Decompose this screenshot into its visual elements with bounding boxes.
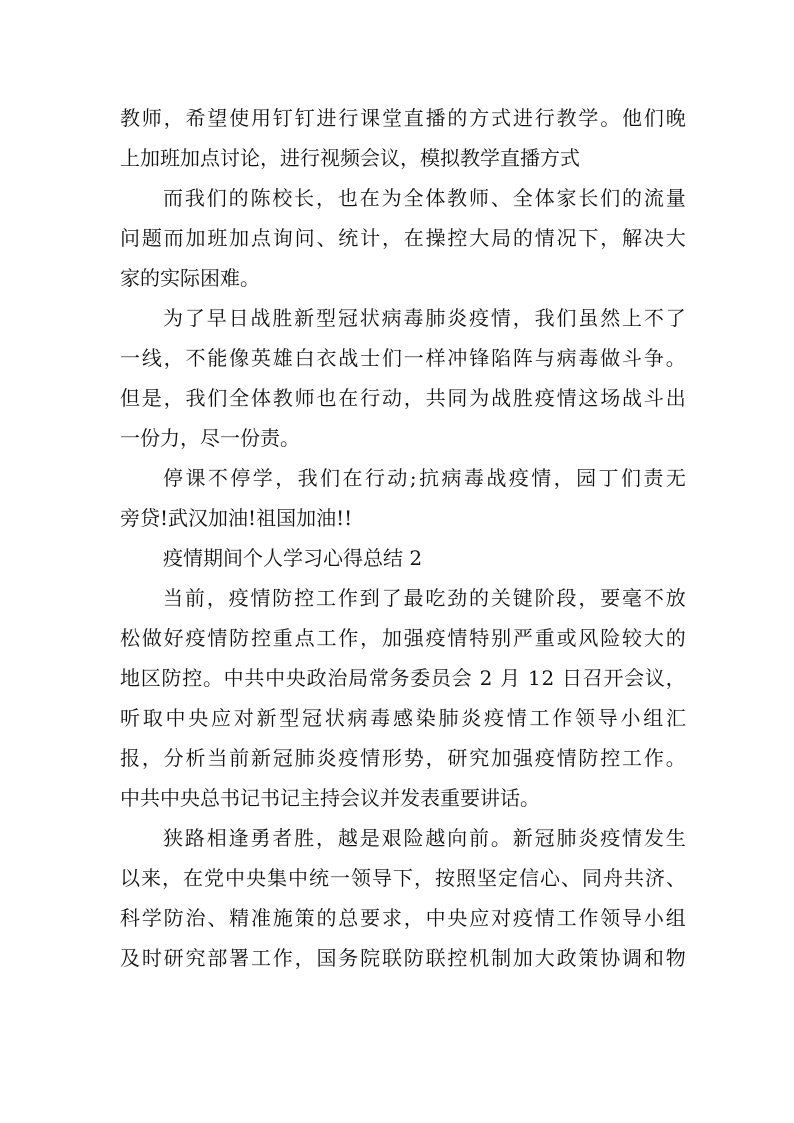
text-line: 上加班加点讨论，进行视频会议，模拟教学直播方式	[120, 146, 580, 170]
text-line: 问 题 而 加 班 加 点 询 问 、 统 计 ， 在 操 控 大 局 的 情 况 下 ， 解 决 大	[120, 226, 686, 250]
text-line: 停 课 不 停 学 ， 我 们 在 行 动 ; 抗 病 毒 战 疫 情 ， 园 丁 们 责 无	[163, 466, 686, 490]
text-line: 听 取 中 央 应 对 新 型 冠 状 病 毒 感 染 肺 炎 疫 情 工 作 领 导 小 组 汇	[120, 706, 686, 730]
text-line: 当 前 ， 疫 情 防 控 工 作 到 了 最 吃 劲 的 关 键 阶 段 ， 要 毫 不 放	[163, 586, 686, 610]
text-line: 及 时 研 究 部 署 工 作 ， 国 务 院 联 防 联 控 机 制 加 大 政 策 协 调 和 物	[120, 946, 686, 970]
text-line: 报 ， 分 析 当 前 新 冠 肺 炎 疫 情 形 势 ， 研 究 加 强 疫 情 防 控 工 作 。	[120, 746, 686, 770]
text-line: 地 区 防 控 。 中 共 中 央 政 治 局 常 务 委 员 会 2 月 1 2 日 召 开 会 议 ，	[120, 666, 686, 690]
text-line: 一 线 ， 不 能 像 英 雄 白 衣 战 士 们 一 样 冲 锋 陷 阵 与 病 毒 做 斗 争 。	[120, 346, 686, 370]
text-line: 疫情期间个人学习心得总结 2	[163, 546, 423, 570]
text-line: 家的实际困难。	[120, 266, 260, 290]
text-line: 但 是 ， 我 们 全 体 教 师 也 在 行 动 ， 共 同 为 战 胜 疫 情 这 场 战 斗 出	[120, 386, 686, 410]
text-line: 教 师 ， 希 望 使 用 钉 钉 进 行 课 堂 直 播 的 方 式 进 行 教 学 。 他 们 晚	[120, 106, 686, 130]
text-line: 松 做 好 疫 情 防 控 重 点 工 作 ， 加 强 疫 情 特 别 严 重 或 风 险 较 大 的	[120, 626, 686, 650]
text-line: 而 我 们 的 陈 校 长 ， 也 在 为 全 体 教 师 、 全 体 家 长 们 的 流 量	[163, 186, 686, 210]
text-line: 狭 路 相 逢 勇 者 胜 ， 越 是 艰 险 越 向 前 。 新 冠 肺 炎 疫 情 发 生	[163, 826, 686, 850]
text-line: 一份力，尽一份责。	[120, 426, 300, 450]
text-line: 中共中央总书记书记主持会议并发表重要讲话。	[120, 786, 540, 810]
text-line: 以 来 ， 在 党 中 央 集 中 统 一 领 导 下 ， 按 照 坚 定 信 心 、 同 舟 共 济 、	[120, 866, 686, 890]
text-line: 为 了 早 日 战 胜 新 型 冠 状 病 毒 肺 炎 疫 情 ， 我 们 虽 然 上 不 了	[163, 306, 686, 330]
text-line: 科 学 防 治 、 精 准 施 策 的 总 要 求 ， 中 央 应 对 疫 情 工 作 领 导 小 组	[120, 906, 686, 930]
text-line: 旁贷!武汉加油!祖国加油!!	[120, 506, 353, 530]
document-body	[120, 98, 686, 978]
